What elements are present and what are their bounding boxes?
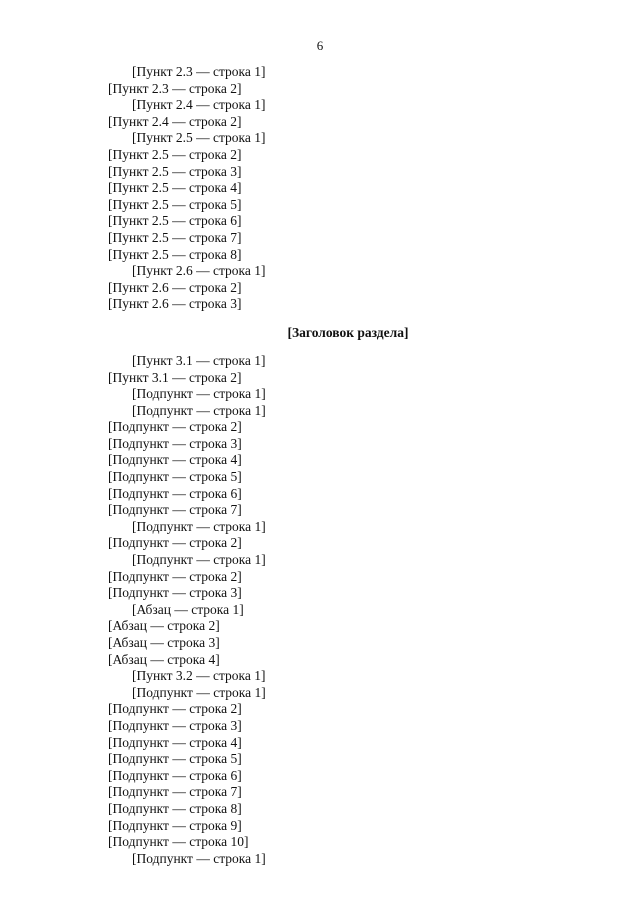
paragraph-group-before — [108, 64, 588, 313]
text-line: [Пункт 2.6 — строка 2] — [108, 279, 242, 295]
text-line: [Пункт 2.5 — строка 5] — [108, 196, 242, 212]
text-line: [Пункт 2.5 — строка 2] — [108, 146, 242, 162]
text-line: [Подпункт — строка 4] — [108, 734, 242, 750]
text-line: [Пункт 2.6 — строка 3] — [108, 296, 242, 312]
text-line: [Подпункт — строка 2] — [108, 535, 242, 551]
text-line: [Подпункт — строка 3] — [108, 585, 242, 601]
text-line: [Подпункт — строка 6] — [108, 767, 242, 783]
text-line: [Абзац — строка 3] — [108, 635, 220, 650]
page-number: 6 — [316, 38, 324, 53]
text-line: [Абзац — строка 2] — [108, 618, 220, 634]
paragraph — [108, 403, 588, 519]
text-line: [Подпункт — строка 3] — [108, 717, 242, 733]
text-line: [Пункт 2.5 — строка 6] — [108, 213, 242, 229]
text-line: [Пункт 2.3 — строка 2] — [108, 80, 242, 96]
text-line: [Подпункт — строка 7] — [108, 502, 242, 518]
paragraph-group-after — [108, 353, 588, 867]
text-line: [Пункт 3.2 — строка 1] — [132, 668, 266, 684]
text-line: [Пункт 2.5 — строка 4] — [108, 180, 242, 196]
text-line: [Подпункт — строка 5] — [108, 469, 242, 485]
text-line: [Подпункт — строка 6] — [108, 485, 242, 501]
document-body — [108, 64, 588, 867]
text-line: [Подпункт — строка 4] — [108, 452, 242, 468]
paragraph — [108, 386, 588, 403]
paragraph — [108, 851, 588, 868]
text-line: [Подпункт — строка 10] — [108, 834, 249, 850]
text-line: [Подпункт — строка 1] — [132, 684, 266, 700]
text-line: [Подпункт — строка 1] — [132, 552, 266, 568]
text-line: [Подпункт — строка 2] — [108, 419, 242, 435]
section-heading: [Заголовок раздела] — [287, 324, 409, 340]
text-line: [Подпункт — строка 8] — [108, 800, 242, 816]
text-line: [Подпункт — строка 2] — [108, 701, 242, 717]
paragraph — [108, 263, 588, 313]
text-line: [Подпункт — строка 1] — [132, 850, 266, 866]
text-line: [Подпункт — строка 5] — [108, 751, 242, 767]
text-line: [Подпункт — строка 7] — [108, 784, 242, 800]
text-line: [Абзац — строка 4] — [108, 651, 220, 667]
text-line: [Подпункт — строка 3] — [108, 435, 242, 451]
text-line: [Пункт 2.4 — строка 2] — [108, 113, 242, 129]
text-line: [Абзац — строка 1] — [132, 601, 244, 617]
paragraph — [108, 668, 588, 685]
text-line: [Пункт 3.1 — строка 1] — [132, 352, 266, 368]
text-line: [Пункт 2.4 — строка 1] — [132, 97, 266, 113]
text-line: [Пункт 2.5 — строка 8] — [108, 246, 242, 262]
text-line: [Пункт 3.1 — строка 2] — [108, 369, 242, 385]
paragraph — [108, 685, 588, 851]
text-line: [Подпункт — строка 1] — [132, 402, 266, 418]
paragraph — [108, 602, 588, 668]
text-line: [Подпункт — строка 1] — [132, 386, 266, 402]
text-line: [Пункт 2.5 — строка 1] — [132, 130, 266, 146]
text-line: [Пункт 2.5 — строка 3] — [108, 163, 242, 179]
text-line: [Пункт 2.6 — строка 1] — [132, 263, 266, 279]
paragraph — [108, 519, 588, 552]
text-line: [Пункт 2.5 — строка 7] — [108, 229, 242, 245]
text-line: [Пункт 2.3 — строка 1] — [132, 64, 266, 79]
text-line: [Подпункт — строка 2] — [108, 568, 242, 584]
paragraph — [108, 64, 588, 97]
text-line: [Подпункт — строка 1] — [132, 518, 266, 534]
paragraph — [108, 97, 588, 130]
paragraph — [108, 552, 588, 602]
paragraph — [108, 130, 588, 263]
text-line: [Подпункт — строка 9] — [108, 817, 242, 833]
paragraph — [108, 353, 588, 386]
